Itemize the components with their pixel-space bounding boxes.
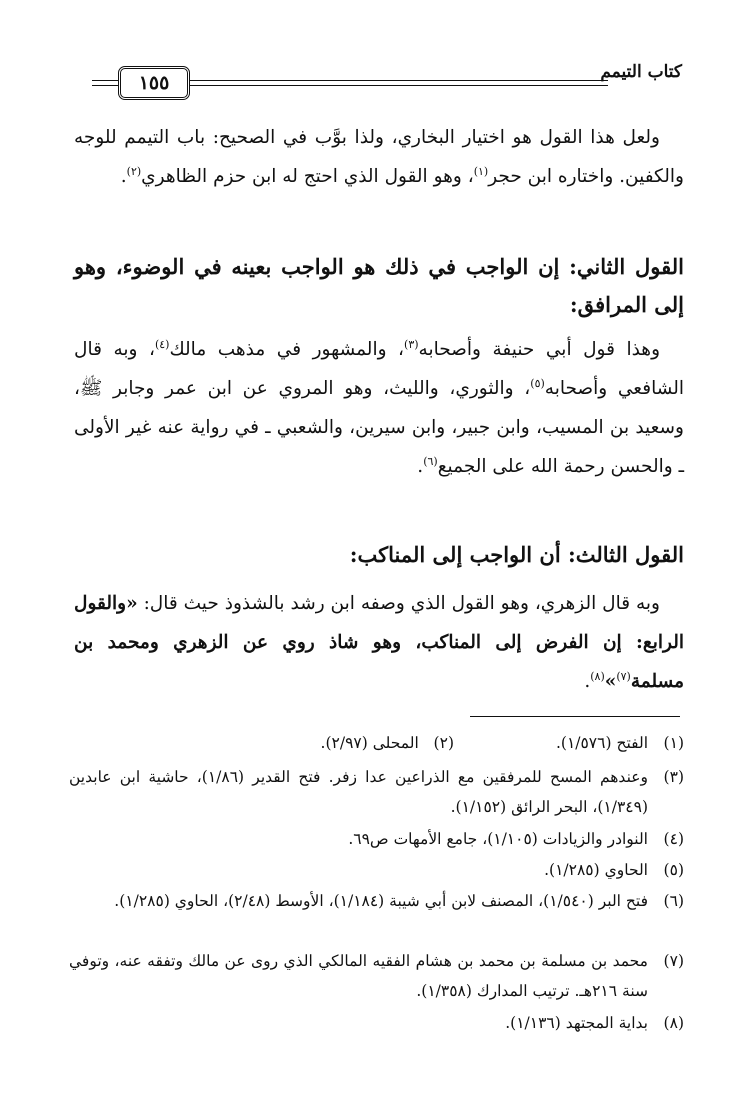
quote-close-mark: » (604, 671, 617, 692)
footnote-number: (٥) (663, 861, 684, 879)
footnote-8 (69, 1008, 684, 1038)
footnote-number: (٢) (433, 734, 454, 752)
footnote-text: وعندهم المسح للمرفقين مع الذراعين عدا زفر. فتح القدير (١/٨٦)، حاشية ابن عابدين (١/٣٤٩)، البحر الرائق (١/١٥٢). (69, 768, 648, 816)
paragraph-2-text-b: ، والمشهور في مذهب مالك (169, 339, 405, 360)
paragraph-2-text-c: ، وبه قال الشافعي وأصحابه (74, 339, 684, 399)
footnote-ref-3: (٣) (404, 337, 419, 351)
footnote-4 (69, 824, 684, 854)
section-heading-second-opinion: القول الثاني: إن الواجب في ذلك هو الواجب بعينه في الوضوء، وهو إلى المرافق: (74, 254, 684, 317)
paragraph-1 (74, 118, 684, 196)
footnote-6 (69, 886, 684, 916)
footnote-ref-5: (٥) (530, 376, 545, 390)
footnote-ref-2: (٢) (126, 164, 142, 178)
footnote-3 (69, 762, 684, 822)
footnote-number: (١) (663, 734, 684, 752)
ibn-rushd-quote: «والقول الرابع: إن الفرض إلى المناكب، وهو شاذ روي عن الزهري ومحمد بن مسلمة (74, 593, 684, 692)
footnote-ref-1: (١) (473, 164, 489, 178)
footnote-2 (321, 728, 454, 758)
footnote-text: الفتح (١/٥٧٦). (555, 734, 648, 752)
footnote-text: المحلى (٢/٩٧). (320, 734, 419, 752)
header-rule (190, 80, 608, 86)
footnote-text: الحاوي (١/٢٨٥). (544, 861, 648, 879)
footnote-ref-7: (٧) (616, 669, 631, 683)
footnote-text: فتح البر (١/٥٤٠)، المصنف لابن أبي شيبة (١/١٨٤)، الأوسط (٢/٤٨)، الحاوي (١/٢٨٥). (114, 892, 648, 910)
footnote-ref-4: (٤) (154, 337, 170, 351)
footnote-number: (٨) (663, 1014, 684, 1032)
footnote-number: (٧) (663, 952, 684, 970)
section-heading-third-opinion: القول الثالث: أن الواجب إلى المناكب: (349, 542, 684, 567)
paragraph-1-text: ولعل هذا القول هو اختيار البخاري، ولذا بوَّب في الصحيح: باب التيمم للوجه والكفين. واختاره ابن حجر (74, 127, 684, 187)
footnote-7 (69, 946, 684, 1006)
paragraph-2-end: . (417, 456, 424, 477)
footnote-text: محمد بن مسلمة بن محمد بن هشام الفقيه المالكي الذي روى عن مالك وتفقه عنه، وتوفي سنة ٢١٦هـ. ترتيب المدارك (١/٣٥٨). (69, 952, 648, 1000)
paragraph-3 (74, 584, 684, 701)
chapter-title: كتاب التيمم (600, 62, 682, 82)
footnote-text: بداية المجتهد (١/١٣٦). (505, 1014, 648, 1032)
paragraph-1-end: . (120, 166, 127, 187)
page-number: ١٥٥ (118, 66, 190, 100)
footnote-ref-6: (٦) (423, 454, 438, 468)
paragraph-2-text-a: وهذا قول أبي حنيفة وأصحابه (418, 339, 661, 360)
footnote-text: النوادر والزيادات (١/١٠٥)، جامع الأمهات ص٦٩. (348, 830, 648, 848)
paragraph-3-text: وبه قال الزهري، وهو القول الذي وصفه ابن رشد بالشذوذ حيث قال: (137, 593, 660, 614)
footnote-separator (470, 716, 680, 717)
footnote-1-2 (69, 728, 684, 758)
footnote-ref-8: (٨) (590, 669, 605, 683)
paragraph-1-text-2: ، وهو القول الذي احتج له ابن حزم الظاهري (141, 166, 474, 187)
header-rule-short (92, 80, 118, 86)
footnote-number: (٣) (663, 768, 684, 786)
footnote-5 (69, 855, 684, 885)
footnote-number: (٤) (663, 830, 684, 848)
paragraph-3-end: . (584, 671, 591, 692)
footnote-number: (٦) (663, 892, 684, 910)
paragraph-2 (74, 330, 684, 486)
paragraph-2-text-d: ، والثوري، والليث، وهو المروي عن ابن عمر وجابر ﷺ، وسعيد بن المسيب، وابن جبير، وابن سيرين، والشعبي ـ في رواية عنه غير الأولى ـ والحسن رحمة الله على الجميع (74, 378, 684, 477)
